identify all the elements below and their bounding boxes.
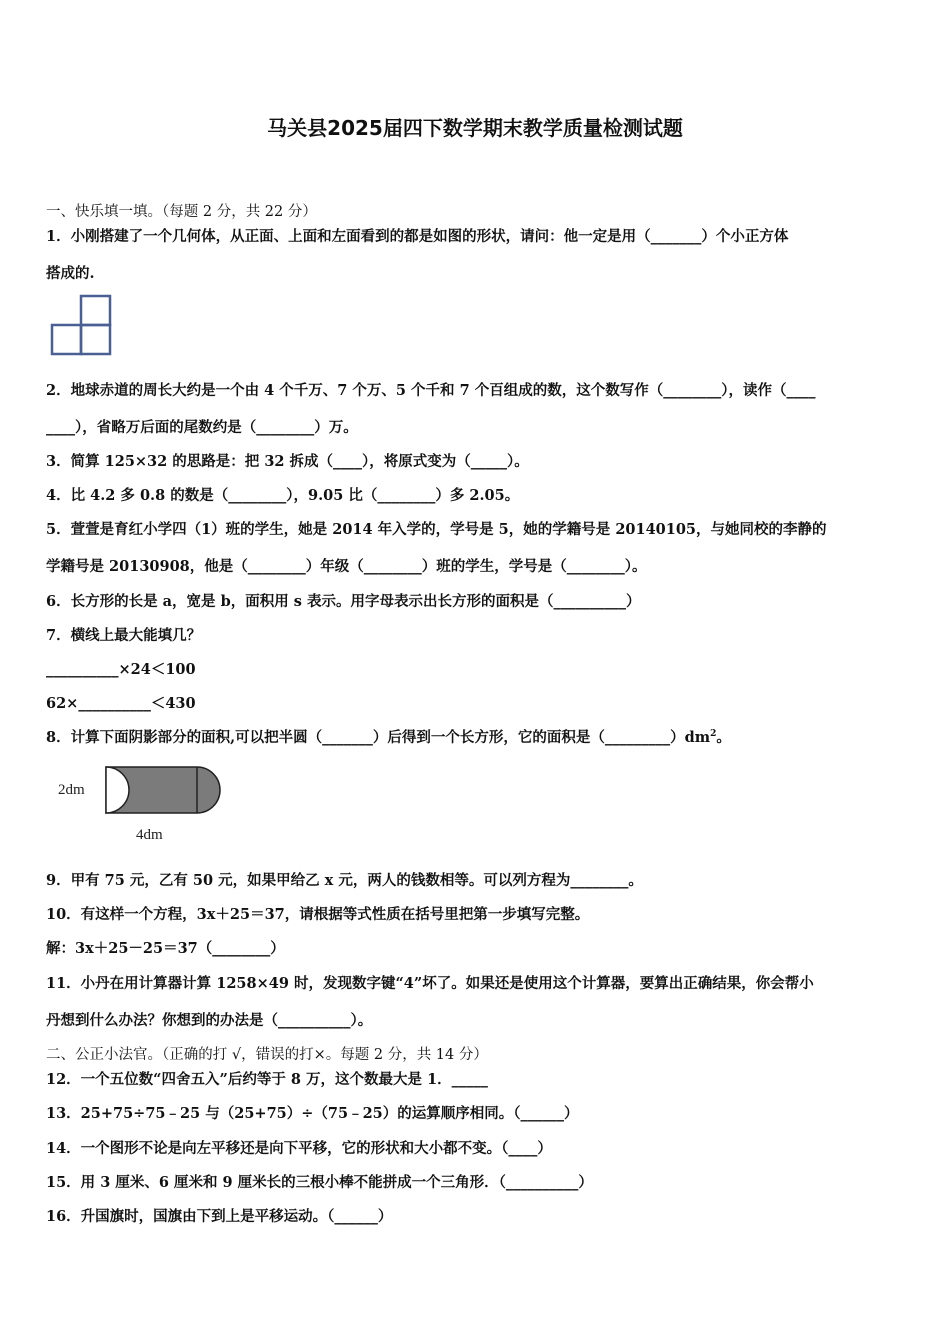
- question-2-line-2: ____），省略万后面的尾数约是（________）万。: [46, 419, 358, 436]
- top-square: [81, 296, 110, 325]
- question-7: 7．横线上最大能填几？: [46, 627, 202, 644]
- question-8-end: 。: [716, 729, 731, 746]
- question-9: 9．甲有 75 元，乙有 50 元，如果甲给乙 x 元，两人的钱数相等。可以列方程为________。: [46, 872, 643, 889]
- question-1-line-1: 1．小刚搭建了一个几何体，从正面、上面和左面看到的都是如图的形状，请问：他一定是用（_______）个小正方体: [46, 228, 789, 245]
- question-2-line-1: 2．地球赤道的周长大约是一个由 4 个千万、7 个万、5 个千和 7 个百组成的数，这个数写作（________），读作（____: [46, 382, 816, 399]
- question-10: 10．有这样一个方程，3x＋25＝37，请根据等式性质在括号里把第一步填写完整。: [46, 906, 590, 923]
- question-15: 15．用 3 厘米、6 厘米和 9 厘米长的三根小棒不能拼成一个三角形．（__________）: [46, 1174, 593, 1191]
- question-1-line-2: 搭成的.: [46, 265, 95, 282]
- question-6: 6．长方形的长是 a，宽是 b，面积用 s 表示。用字母表示出长方形的面积是（__________）: [46, 593, 641, 610]
- question-11-line-1: 11．小丹在用计算器计算 1258×49 时，发现数字键“4”坏了。如果还是使用这个计算器，要算出正确结果，你会帮小: [46, 975, 814, 992]
- question-3: 3．简算 125×32 的思路是：把 32 拆成（____），将原式变为（_____）。: [46, 453, 529, 470]
- bottom-right-square: [81, 325, 110, 354]
- question-7-blank-a: __________×24＜100: [46, 661, 196, 678]
- page-title: 马关县2025届四下数学期末教学质量检测试题: [267, 116, 683, 140]
- question-5-line-1: 5．萱萱是育红小学四（1）班的学生，她是 2014 年入学的，学号是 5，她的学籍号是 20140105，与她同校的李静的: [46, 521, 827, 538]
- shaded-area-figure: [50, 758, 230, 848]
- height-label: 2dm: [58, 782, 85, 798]
- question-7-blank-b: 62×__________＜430: [46, 695, 196, 712]
- section-1-heading: 一、快乐填一填。（每题 2 分，共 22 分）: [46, 204, 317, 220]
- question-8-superscript: 2: [710, 729, 717, 740]
- question-8: [46, 728, 731, 748]
- question-11-line-2: 丹想到什么办法？你想到的办法是（__________）。: [46, 1012, 373, 1029]
- section-2-heading: 二、公正小法官。（正确的打 √，错误的打×。每题 2 分，共 14 分）: [46, 1047, 488, 1063]
- question-10-solution: 解：3x＋25－25＝37（________）: [46, 940, 285, 957]
- question-4: 4．比 4.2 多 0.8 的数是（________），9.05 比（________）多 2.05。: [46, 487, 520, 504]
- question-12: 12．一个五位数“四舍五入”后约等于 8 万，这个数最大是 1．_____: [46, 1071, 488, 1088]
- question-8-text: 8．计算下面阴影部分的面积,可以把半圆（_______）后得到一个长方形，它的面积是（_________）dm: [46, 729, 711, 746]
- question-16: 16．升国旗时，国旗由下到上是平移运动。（______）: [46, 1208, 393, 1225]
- question-5-line-2: 学籍号是 20130908，他是（________）年级（________）班的学生，学号是（________）。: [46, 558, 647, 575]
- cube-view-figure: [50, 294, 114, 358]
- question-14: 14．一个图形不论是向左平移还是向下平移，它的形状和大小都不变。（____）: [46, 1140, 552, 1157]
- question-13: 13．25+75÷75﹣25 与（25+75）÷（75﹣25）的运算顺序相同。（______）: [46, 1105, 579, 1122]
- bottom-left-square: [52, 325, 81, 354]
- width-label: 4dm: [136, 827, 163, 843]
